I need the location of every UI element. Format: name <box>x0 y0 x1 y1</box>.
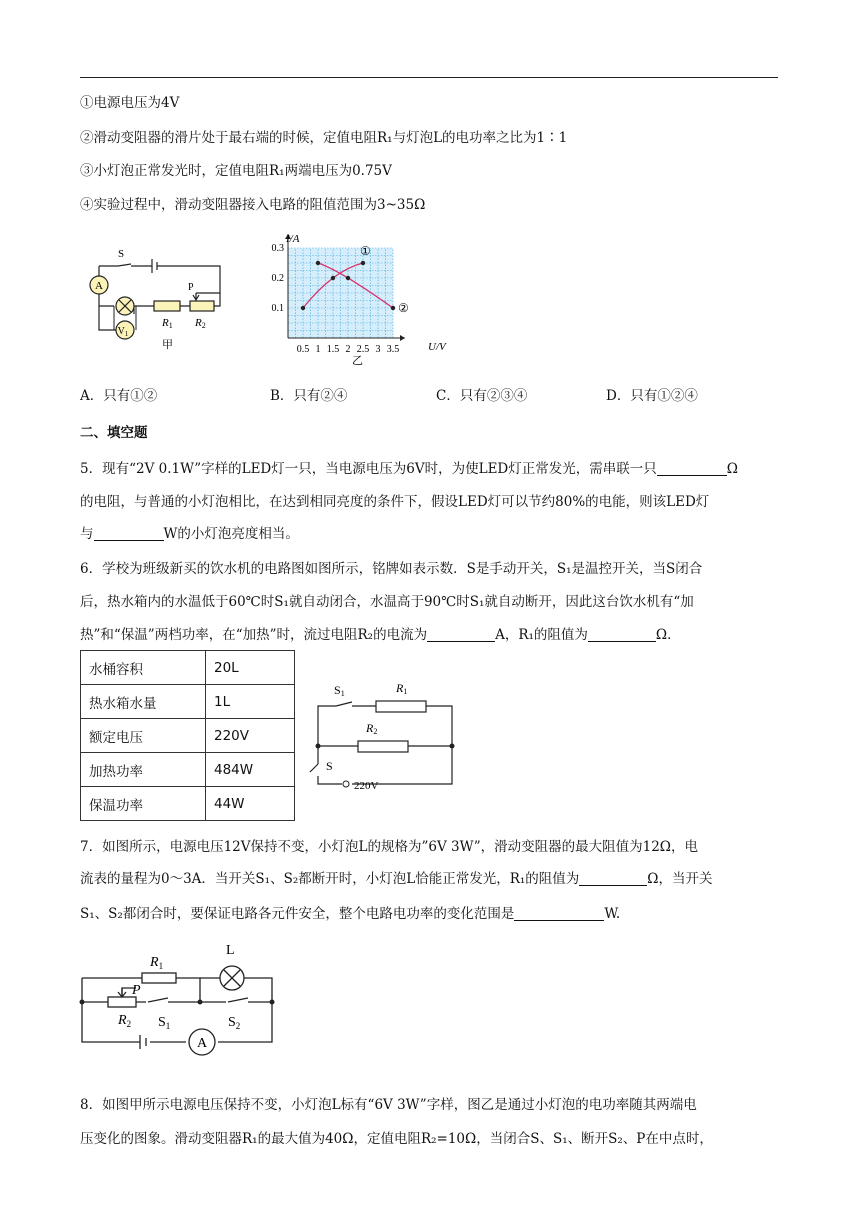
q7-text-2a: 流表的量程为0～3A．当开关S₁、S₂都断开时，小灯泡L恰能正常发光，R₁的阻值为 <box>80 871 580 887</box>
table-value: 220V <box>206 719 295 753</box>
option-d-text: 只有①②④ <box>630 388 698 404</box>
q6-s1-label-sub: 1 <box>340 689 345 698</box>
voltmeter-label: V <box>117 326 125 337</box>
q5-text-3b: W的小灯泡亮度相当。 <box>163 526 299 542</box>
q7-line-3 <box>80 902 620 922</box>
data-point <box>301 306 305 310</box>
q5-text-1a: 5．现有“2V 0.1W”字样的LED灯一只，当电源电压为6V时，为使LED灯正常发光，需串联一只 <box>80 461 657 477</box>
option-c-text: 只有②③④ <box>459 388 528 404</box>
x-tick-label: 1 <box>315 344 321 355</box>
table-key: 水桶容积 <box>81 651 206 685</box>
table-key: 热水箱水量 <box>81 685 206 719</box>
circuit-diagram-q6 <box>308 672 468 794</box>
x-axis-label: U/V <box>428 341 446 353</box>
q7-s2-label: S <box>228 1015 236 1030</box>
series-label-1: ① <box>360 244 371 258</box>
table-key: 加热功率 <box>81 753 206 787</box>
table-value: 44W <box>206 787 295 821</box>
rheostat-r2 <box>190 301 214 311</box>
option-a-text: 只有①② <box>103 388 158 404</box>
switch-label: S <box>118 248 125 260</box>
q6-voltage-label: 220V <box>354 780 379 792</box>
q6-text-3c: Ω． <box>655 627 681 643</box>
data-point <box>316 261 320 265</box>
q7-s2-label-sub: 2 <box>235 1021 241 1031</box>
q6-line-2: 后，热水箱内的水温低于60℃时S₁就自动闭合，水温高于90℃时S₁就自动断开，因此这台饮水机有“加 <box>80 594 694 610</box>
ammeter-label: A <box>95 280 103 292</box>
x-tick-label: 2 <box>345 344 351 355</box>
circuit-diagram-jia <box>82 238 242 353</box>
q6-s-label: S <box>326 759 333 773</box>
table-row <box>81 787 295 821</box>
table-value: 1L <box>206 685 295 719</box>
table-value: 484W <box>206 753 295 787</box>
q7-answer-blank-2[interactable] <box>514 906 604 921</box>
q7-text-3b: W. <box>604 906 621 922</box>
q6-line-3 <box>80 623 681 643</box>
statement-4: ④实验过程中，滑动变阻器接入电路的阻值范围为3~35Ω <box>80 197 426 213</box>
q6-r2-label-sub: 2 <box>373 727 378 736</box>
svg-text:R1 <box>395 681 407 696</box>
option-b-letter: B． <box>270 388 294 404</box>
q7-ammeter-label: A <box>196 1036 208 1051</box>
q6-answer-blank-2[interactable] <box>588 627 656 642</box>
q6-r2-label: R <box>366 721 374 735</box>
section-title: 二、填空题 <box>80 425 148 441</box>
option-b-text: 只有②④ <box>293 388 348 404</box>
q7-r2-label: R <box>118 1013 127 1028</box>
q5-line-1 <box>80 457 738 477</box>
q6-resistor-r1 <box>376 701 426 712</box>
statement-2: ②滑动变阻器的滑片处于最右端的时候，定值电阻R₁与灯泡L的电功率之比为1∶1 <box>80 130 568 146</box>
q7-line-1: 7．如图所示，电源电压12V保持不变，小灯泡L的规格为”6V 3W”，滑动变阻器的最大阻值为12Ω，电 <box>80 839 698 855</box>
q6-answer-blank-1[interactable] <box>427 627 495 642</box>
option-c-letter: C． <box>436 388 460 404</box>
x-axis-arrow-icon <box>400 335 405 341</box>
figure-caption-jia: 甲 <box>162 339 173 351</box>
svg-text:S2 <box>228 1015 240 1031</box>
q7-rheostat-r2 <box>108 997 136 1007</box>
y-axis-label: I/A <box>286 233 300 245</box>
nameplate-table <box>80 650 295 821</box>
table-row <box>81 685 295 719</box>
table-row <box>81 719 295 753</box>
statement-1: ①电源电压为4V <box>80 95 180 111</box>
y-tick-label: 0.3 <box>271 243 284 254</box>
svg-text:S1 <box>158 1015 170 1031</box>
svg-text:R2 <box>117 1013 131 1029</box>
table-row <box>81 753 295 787</box>
table-value: 20L <box>206 651 295 685</box>
r1-label: R <box>162 317 169 329</box>
q6-r1-label: R <box>396 681 404 695</box>
x-tick-label: 0.5 <box>296 344 310 355</box>
q6-r1-label-sub: 1 <box>403 687 408 696</box>
q7-r1-label: R <box>150 955 159 970</box>
option-b[interactable] <box>270 384 347 404</box>
slider-label: P <box>188 282 194 293</box>
q5-text-3a: 与 <box>80 526 94 542</box>
option-c[interactable] <box>436 384 527 404</box>
q5-line-3 <box>80 522 299 542</box>
q7-s1-label: S <box>158 1015 166 1030</box>
data-point <box>346 276 350 280</box>
resistor-r1 <box>154 301 180 311</box>
data-point <box>331 276 335 280</box>
voltmeter-label-sub: 1 <box>124 330 129 338</box>
q5-answer-blank-1[interactable] <box>657 461 727 476</box>
figure-caption-yi: 乙 <box>352 355 363 367</box>
circuit-diagram-q7 <box>78 928 278 1058</box>
q7-text-2b: Ω，当开关 <box>647 871 713 887</box>
x-tick-label: 2.5 <box>356 344 370 355</box>
q7-r1-label-sub: 1 <box>158 961 164 971</box>
x-tick-label: 3 <box>375 344 381 355</box>
series-label-2: ② <box>398 301 409 315</box>
q7-slider-label: P <box>132 983 141 998</box>
table-key: 保温功率 <box>81 787 206 821</box>
option-a-letter: A． <box>80 388 104 404</box>
header-rule <box>80 77 778 78</box>
svg-text:R2 <box>194 317 206 330</box>
option-d-letter: D． <box>606 388 631 404</box>
q7-text-3a: S₁、S₂都闭合时，要保证电路各元件安全，整个电路电功率的变化范围是 <box>80 906 515 922</box>
svg-text:R2 <box>365 721 377 736</box>
q7-line-2 <box>80 867 713 887</box>
q7-answer-blank-1[interactable] <box>579 871 647 886</box>
data-point <box>361 261 365 265</box>
q8-line-2: 压变化的图象。滑动变阻器R₁的最大值为40Ω，定值电阻R₂=10Ω，当闭合S、S₁、断开S₂、P在中点时， <box>80 1131 713 1147</box>
q5-answer-blank-2[interactable] <box>94 526 164 541</box>
q5-line-2: 的电阻，与普通的小灯泡相比，在达到相同亮度的条件下，假设LED灯可以节约80%的电能，则该LED灯 <box>80 494 710 510</box>
option-d[interactable] <box>606 384 698 404</box>
q6-resistor-r2 <box>358 741 408 752</box>
y-tick-label: 0.2 <box>271 273 284 284</box>
y-tick-label: 0.1 <box>271 303 284 314</box>
q7-lamp-label: L <box>226 943 235 958</box>
q5-text-1b: Ω <box>726 461 738 477</box>
q7-s1-label-sub: 1 <box>165 1021 171 1031</box>
x-tick-label: 3.5 <box>386 344 400 355</box>
q6-text-3a: 热”和“保温”两档功率，在“加热”时，流过电阻R₂的电流为 <box>80 627 428 643</box>
table-key: 额定电压 <box>81 719 206 753</box>
option-a[interactable] <box>80 384 157 404</box>
q6-line-1: 6．学校为班级新买的饮水机的电路图如图所示，铭牌如表示数．S是手动开关，S₁是温控开关，当S闭合 <box>80 561 703 577</box>
statement-3: ③小灯泡正常发光时，定值电阻R₁两端电压为0.75V <box>80 163 392 179</box>
x-tick-label: 1.5 <box>326 344 340 355</box>
q6-text-3b: A，R₁的阻值为 <box>495 627 588 643</box>
r1-label-sub: 1 <box>168 321 173 330</box>
q8-line-1: 8．如图甲所示电源电压保持不变，小灯泡L标有“6V 3W”字样，图乙是通过小灯泡的电功率随其两端电 <box>80 1097 697 1113</box>
q6-s1-label: S <box>334 683 341 697</box>
q7-r2-label-sub: 2 <box>126 1019 132 1029</box>
r2-label-sub: 2 <box>201 321 206 330</box>
table-row <box>81 651 295 685</box>
data-point <box>391 306 395 310</box>
svg-text:S1 <box>334 683 345 698</box>
svg-text:R1 <box>161 317 173 330</box>
iu-graph <box>262 228 462 368</box>
q7-resistor-r1 <box>142 973 176 983</box>
svg-text:R1 <box>149 955 163 971</box>
r2-label: R <box>195 317 202 329</box>
